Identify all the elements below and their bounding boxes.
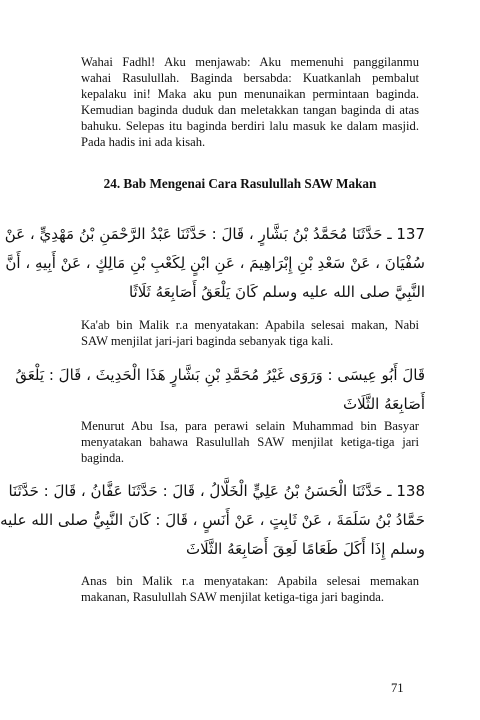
- translation-137: [81, 317, 419, 349]
- arabic-line: 137 ـ حَدَّثَنَا مُحَمَّدُ بْنُ بَشَّارٍ ، قَالَ : حَدَّثَنَا عَبْدُ الرَّحْمَنِ بْنُ مَهْدِيٍّ ، عَنْ: [4, 225, 425, 243]
- translation-138: [81, 573, 419, 605]
- arabic-line: 138 ـ حَدَّثَنَا الْحَسَنُ بْنُ عَلِيٍّ الْخَلَّالُ ، قَالَ : حَدَّثَنَا عَفَّانُ ، قَالَ : حَدَّثَنَا: [8, 482, 425, 500]
- translation-abu-isa: [81, 418, 419, 466]
- text-line: wahai Rasulullah. Baginda bersabda: Kuatkanlah pembalut: [81, 71, 419, 85]
- text-line: Wahai Fadhl! Aku menjawab: Aku memenuhi panggilanmu: [81, 55, 419, 69]
- arabic-line: النَّبِيَّ صلى الله عليه وسلم كَانَ يَلْعَقُ أَصَابِعَهُ ثَلَاثًا: [128, 283, 425, 301]
- text-line: baginda.: [81, 451, 125, 465]
- text-line: Ka'ab bin Malik r.a menyatakan: Apabila selesai makan, Nabi: [81, 318, 419, 332]
- arabic-line: سُفْيَانَ ، عَنْ سَعْدِ بْنِ إِبْرَاهِيمَ ، عَنِ ابْنٍ لِكَعْبِ بْنِ مَالِكٍ ، عَنْ أَبِيهِ ، أَنَّ: [5, 254, 425, 272]
- text-line: Kemudian baginda duduk dan meletakkan tangan baginda di atas: [81, 103, 419, 117]
- text-line: Menurut Abu Isa, para perawi selain Muhammad bin Basyar: [81, 419, 419, 433]
- text-line: Anas bin Malik r.a menyatakan: Apabila selesai memakan: [81, 574, 419, 588]
- intro-paragraph: [81, 54, 419, 150]
- text-line: makanan, Rasulullah SAW menjilat ketiga-tiga jari baginda.: [81, 590, 385, 604]
- abu-isa-arabic: [15, 361, 425, 419]
- text-line: SAW menjilat jari-jari baginda sebanyak tiga kali.: [81, 334, 334, 348]
- arabic-line: قَالَ أَبُو عِيسَى : وَرَوَى غَيْرُ مُحَمَّدِ بْنِ بَشَّارٍ هَذَا الْحَدِيثَ ، قَالَ : يَلْعَقُ: [15, 366, 425, 384]
- text-line: bahuku. Selepas itu baginda berdiri lalu masuk ke dalam masjid.: [81, 119, 419, 133]
- arabic-line: أَصَابِعَهُ الثَّلَاثَ: [342, 395, 425, 413]
- arabic-line: حَمَّادُ بْنُ سَلَمَةَ ، عَنْ ثَابِتٍ ، عَنْ أَنَسٍ ، قَالَ : كَانَ النَّبِيُّ صلى الله عليه: [0, 511, 425, 529]
- text-line: Pada hadis ini ada kisah.: [81, 135, 206, 149]
- hadith-138-arabic: [0, 477, 425, 564]
- hadith-137-arabic: [4, 220, 425, 307]
- text-line: kepalaku ini! Maka aku pun menunaikan permintaan baginda.: [81, 87, 419, 101]
- page-number: 71: [391, 681, 404, 695]
- text-line: menyatakan bahawa Rasulullah SAW menjilat ketiga-tiga jari: [81, 435, 419, 449]
- section-heading: 24. Bab Mengenai Cara Rasulullah SAW Makan: [103, 176, 377, 191]
- arabic-line: وسلم إِذَا أَكَلَ طَعَامًا لَعِقَ أَصَابِعَهُ الثَّلَاثَ: [186, 540, 425, 558]
